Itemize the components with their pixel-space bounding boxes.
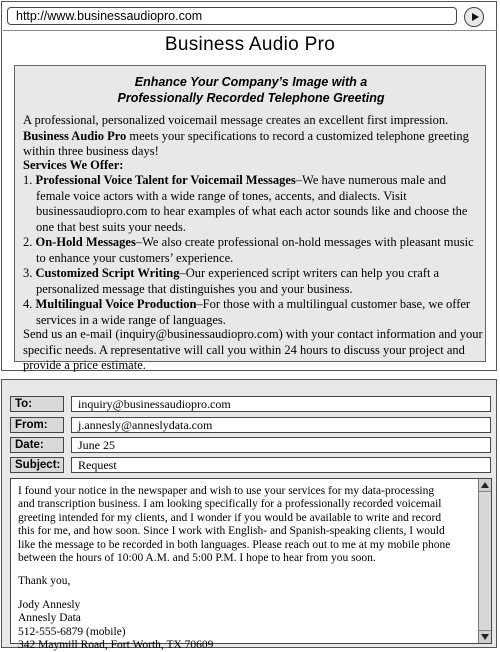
page-content bbox=[14, 65, 486, 372]
headline bbox=[15, 74, 487, 106]
to-label: To: bbox=[10, 396, 64, 412]
service-title: Customized Script Writing bbox=[35, 266, 180, 280]
arrow-down-icon bbox=[481, 634, 489, 640]
service-item bbox=[23, 297, 483, 328]
site-title: Business Audio Pro bbox=[164, 34, 336, 55]
body-line: greeting intended for my clients, and I wonder if you would be available to write and record bbox=[18, 511, 442, 524]
service-description: –We have numerous male and female voice actors with a wide range of tones, accents, and dialects. Visit businessaudiopro.com to hear examples of what each actor sounds like and choose the one that best suits your needs. bbox=[36, 173, 468, 234]
scroll-down-button[interactable] bbox=[479, 630, 491, 643]
address-bar[interactable]: http://www.businessaudiopro.com bbox=[7, 7, 457, 25]
scroll-up-button[interactable] bbox=[479, 479, 491, 492]
body-line: this for me, and how soon. Since I work with English- and Spanish-speaking clients, I would bbox=[18, 525, 445, 538]
service-description: –For those with a multilingual customer base, we offer services in a wide range of languages. bbox=[36, 297, 471, 327]
date-label: Date: bbox=[10, 437, 64, 453]
body-line: and transcription business. I am looking specifically for a professionally recorded voicemail bbox=[18, 498, 442, 511]
intro-paragraph bbox=[23, 113, 483, 160]
service-number: 4. bbox=[23, 297, 33, 311]
service-title: On-Hold Messages bbox=[35, 235, 136, 249]
service-title: Professional Voice Talent for Voicemail Messages bbox=[35, 173, 296, 187]
arrow-up-icon bbox=[481, 482, 489, 488]
service-number: 2. bbox=[23, 235, 33, 249]
message-text bbox=[18, 485, 473, 652]
closing: Thank you, bbox=[18, 575, 71, 588]
play-arrow-icon bbox=[472, 13, 479, 21]
service-item bbox=[23, 173, 483, 235]
subject-label: Subject: bbox=[10, 457, 64, 473]
contact-paragraph: Send us an e-mail (inquiry@businessaudiopro.com) with your contact information and your specific needs. A representative will call you within 24 hours to discuss your project and provide a price estimate. bbox=[23, 327, 483, 372]
intro-text: A professional, personalized voicemail message creates an excellent first impression. bbox=[23, 113, 449, 127]
services-heading: Services We Offer: bbox=[23, 158, 124, 172]
body-line: I found your notice in the newspaper and wish to use your services for my data-processing bbox=[18, 485, 435, 497]
to-field[interactable]: inquiry@businessaudiopro.com bbox=[71, 396, 491, 412]
email-compose-window bbox=[1, 379, 497, 652]
service-number: 1. bbox=[23, 173, 33, 187]
browser-window bbox=[1, 1, 497, 371]
date-field[interactable]: June 25 bbox=[71, 437, 491, 453]
message-body[interactable] bbox=[10, 478, 492, 652]
spacer bbox=[18, 565, 473, 575]
subject-field[interactable]: Request bbox=[71, 457, 491, 473]
signature-address: 342 Maymill Road, Fort Worth, TX 70609 bbox=[18, 639, 214, 652]
service-item bbox=[23, 266, 483, 297]
signature-company: Annesly Data bbox=[18, 612, 81, 625]
body-line: between the hours of 10:00 A.M. and 5:00 P.M. I hope to hear from you soon. bbox=[18, 552, 376, 565]
service-description: –Our experienced script writers can help you craft a personalized message that distinguishes you and your business. bbox=[36, 266, 440, 296]
signature-name: Jody Annesly bbox=[18, 598, 81, 611]
from-field[interactable]: j.annesly@anneslydata.com bbox=[71, 417, 491, 433]
headline-line-1: Enhance Your Company’s Image with a bbox=[134, 75, 368, 89]
service-description: –We also create professional on-hold messages with pleasant music to enhance your customers’ experience. bbox=[36, 235, 474, 265]
service-number: 3. bbox=[23, 266, 33, 280]
spacer bbox=[18, 589, 473, 599]
service-title: Multilingual Voice Production bbox=[35, 297, 197, 311]
service-item bbox=[23, 235, 483, 266]
toolbar-divider bbox=[3, 30, 497, 31]
brand-name: Business Audio Pro bbox=[23, 128, 127, 143]
signature-phone: 512-555-6879 (mobile) bbox=[18, 625, 126, 638]
body-line: like the message to be recorded in both languages. Please reach out to me at my mobile phone bbox=[18, 538, 451, 551]
go-button[interactable] bbox=[464, 7, 484, 27]
intro-text-end: meets your specifications to record a customized telephone greeting within three business days! bbox=[23, 128, 469, 158]
headline-line-2: Professionally Recorded Telephone Greeting bbox=[117, 91, 385, 105]
from-label: From: bbox=[10, 417, 64, 433]
scrollbar[interactable] bbox=[478, 479, 491, 643]
